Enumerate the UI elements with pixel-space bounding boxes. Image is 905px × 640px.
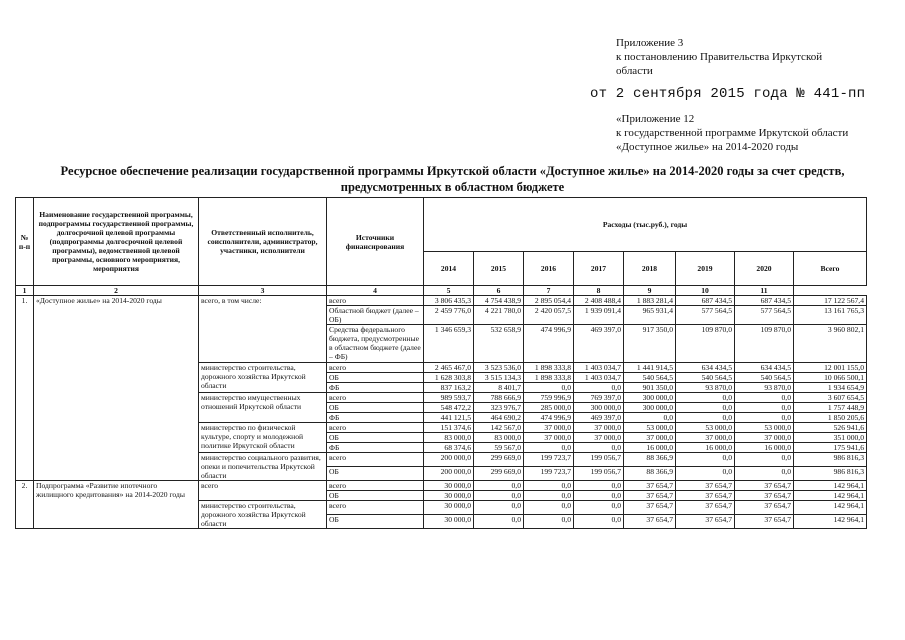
amount-cell: 1 934 654,9 [794,383,867,393]
amount-cell: 548 472,2 [424,403,474,413]
amount-cell: 0,0 [474,491,524,501]
program-name: «Доступное жилье» на 2014-2020 годы [34,296,199,481]
amount-cell: 2 459 776,0 [424,306,474,325]
column-index: 10 [676,286,735,296]
amount-cell: 0,0 [574,491,624,501]
title-line: предусмотренных в областном бюджете [340,180,565,194]
amount-cell: 577 564,5 [676,306,735,325]
amount-cell: 199 723,7 [524,453,574,467]
funding-source: Средства федерального бюджета, предусмотренные в областном бюджете (далее – ФБ) [327,325,424,363]
funding-source: ОБ [327,403,424,413]
header-line: «Доступное жилье» на 2014-2020 годы [616,141,799,153]
amount-cell: 199 056,7 [574,467,624,481]
amount-cell: 37 000,0 [735,433,794,443]
header-line: области [616,65,653,77]
executor: министерство строительства, дорожного хозяйства Иркутской области [199,363,327,393]
amount-cell: 634 434,5 [735,363,794,373]
amount-cell: 53 000,0 [624,423,676,433]
amount-cell: 30 000,0 [424,515,474,529]
amount-cell: 3 960 802,1 [794,325,867,363]
amount-cell: 151 374,6 [424,423,474,433]
amount-cell: 93 870,0 [735,383,794,393]
header-year: 2017 [574,252,624,286]
column-index: 3 [199,286,327,296]
amount-cell: 0,0 [474,501,524,515]
funding-source: ОБ [327,491,424,501]
amount-cell: 285 000,0 [524,403,574,413]
amount-cell: 3 607 654,5 [794,393,867,403]
funding-source: всего [327,481,424,491]
amount-cell: 37 000,0 [624,433,676,443]
program-name: Подпрограмма «Развитие ипотечного жилищного кредитования» на 2014-2020 годы [34,481,199,529]
column-index: 8 [574,286,624,296]
header-approval-block [616,36,822,78]
column-index: 1 [16,286,34,296]
amount-cell: 989 593,7 [424,393,474,403]
amount-cell: 1 850 205,6 [794,413,867,423]
header-line: к государственной программе Иркутской области [616,127,849,139]
funding-source: всего [327,501,424,515]
amount-cell: 17 122 567,4 [794,296,867,306]
amount-cell: 37 654,7 [624,481,676,491]
header-year: 2020 [735,252,794,286]
amount-cell: 2 408 488,4 [574,296,624,306]
amount-cell: 37 654,7 [676,481,735,491]
amount-cell: 464 690,2 [474,413,524,423]
amount-cell: 474 996,9 [524,413,574,423]
amount-cell: 16 000,0 [735,443,794,453]
executor: всего, в том числе: [199,296,327,363]
amount-cell: 0,0 [524,491,574,501]
amount-cell: 2 420 057,5 [524,306,574,325]
funding-source: ФБ [327,443,424,453]
table-row [16,481,867,491]
amount-cell: 37 654,7 [735,515,794,529]
amount-cell: 37 000,0 [574,423,624,433]
table-row [16,296,867,306]
amount-cell: 109 870,0 [735,325,794,363]
amount-cell: 53 000,0 [735,423,794,433]
amount-cell: 986 816,3 [794,467,867,481]
amount-cell: 2 465 467,0 [424,363,474,373]
amount-cell: 30 000,0 [424,481,474,491]
amount-cell: 37 654,7 [676,501,735,515]
funding-source: всего [327,453,424,467]
amount-cell: 37 654,7 [676,491,735,501]
amount-cell: 83 000,0 [474,433,524,443]
executor: министерство имущественных отношений Иркутской области [199,393,327,423]
amount-cell: 351 000,0 [794,433,867,443]
amount-cell: 83 000,0 [424,433,474,443]
amount-cell: 37 654,7 [624,501,676,515]
amount-cell: 1 628 303,8 [424,373,474,383]
header-name: Наименование государственной программы, подпрограммы государственной программы, долгосрочной целевой программы (подпрограммы долгосрочной целевой программы), ведомственной целевой программы, основного мероприятия, мероприятия [34,198,199,286]
amount-cell: 0,0 [676,453,735,467]
amount-cell: 30 000,0 [424,501,474,515]
section-number: 2. [16,481,34,529]
amount-cell: 441 121,5 [424,413,474,423]
funding-source: ОБ [327,515,424,529]
header-source: Источники финансирования [327,198,424,286]
amount-cell: 687 434,5 [735,296,794,306]
amount-cell: 1 403 034,7 [574,373,624,383]
amount-cell: 2 895 054,4 [524,296,574,306]
header-year: Всего [794,252,867,286]
amount-cell: 0,0 [524,481,574,491]
title-line: Ресурсное обеспечение реализации государственной программы Иркутской области «Доступное жилье» на 2014-2020 годы за счет средств, [60,164,845,178]
amount-cell: 199 723,7 [524,467,574,481]
amount-cell: 837 163,2 [424,383,474,393]
header-appendix-block [616,112,848,154]
amount-cell: 200 000,0 [424,453,474,467]
amount-cell: 540 564,5 [676,373,735,383]
amount-cell: 4 221 780,0 [474,306,524,325]
amount-cell: 474 996,9 [524,325,574,363]
amount-cell: 0,0 [735,453,794,467]
column-index: 11 [735,286,794,296]
amount-cell: 0,0 [574,481,624,491]
amount-cell: 59 567,0 [474,443,524,453]
header-year: 2018 [624,252,676,286]
header-line: Приложение 3 [616,37,684,49]
amount-cell: 37 654,7 [676,515,735,529]
header-line: к постановлению Правительства Иркутской [616,51,823,63]
section-number: 1. [16,296,34,481]
amount-cell: 1 939 091,4 [574,306,624,325]
column-index: 7 [524,286,574,296]
amount-cell: 4 754 438,9 [474,296,524,306]
amount-cell: 0,0 [474,481,524,491]
amount-cell: 0,0 [524,515,574,529]
funding-source: ОБ [327,467,424,481]
amount-cell: 0,0 [676,467,735,481]
amount-cell: 1 346 659,3 [424,325,474,363]
column-index: 5 [424,286,474,296]
amount-cell: 142 964,1 [794,481,867,491]
amount-cell: 300 000,0 [624,403,676,413]
executor: министерство по физической культуре, спорту и молодежной политике Иркутской области [199,423,327,453]
amount-cell: 3 515 134,3 [474,373,524,383]
amount-cell: 469 397,0 [574,325,624,363]
amount-cell: 687 434,5 [676,296,735,306]
amount-cell: 0,0 [676,393,735,403]
amount-cell: 901 350,0 [624,383,676,393]
funding-source: ОБ [327,433,424,443]
amount-cell: 16 000,0 [624,443,676,453]
amount-cell: 0,0 [474,515,524,529]
amount-cell: 917 350,0 [624,325,676,363]
header-line: «Приложение 12 [616,113,695,125]
amount-cell: 0,0 [676,403,735,413]
funding-source: всего [327,296,424,306]
amount-cell: 0,0 [524,501,574,515]
funding-source: всего [327,363,424,373]
amount-cell: 0,0 [735,393,794,403]
amount-cell: 37 654,7 [735,501,794,515]
amount-cell: 142 567,0 [474,423,524,433]
funding-source: ФБ [327,383,424,393]
funding-source: всего [327,393,424,403]
amount-cell: 0,0 [524,383,574,393]
amount-cell: 142 964,1 [794,515,867,529]
amount-cell: 1 898 333,8 [524,363,574,373]
amount-cell: 0,0 [524,443,574,453]
amount-cell: 0,0 [574,515,624,529]
amount-cell: 299 669,0 [474,467,524,481]
column-index: 4 [327,286,424,296]
amount-cell: 0,0 [735,403,794,413]
executor: министерство строительства, дорожного хозяйства Иркутской области [199,501,327,529]
column-index: 9 [624,286,676,296]
amount-cell: 30 000,0 [424,491,474,501]
amount-cell: 1 441 914,5 [624,363,676,373]
amount-cell: 13 161 765,3 [794,306,867,325]
amount-cell: 175 941,6 [794,443,867,453]
amount-cell: 37 000,0 [676,433,735,443]
amount-cell: 12 001 155,0 [794,363,867,373]
amount-cell: 37 654,7 [735,491,794,501]
document-title [0,163,905,195]
amount-cell: 142 964,1 [794,501,867,515]
amount-cell: 37 654,7 [624,491,676,501]
amount-cell: 540 564,5 [735,373,794,383]
amount-cell: 769 397,0 [574,393,624,403]
amount-cell: 965 931,4 [624,306,676,325]
header-expenses: Расходы (тыс.руб.), годы [424,198,867,252]
column-index: 2 [34,286,199,296]
amount-cell: 37 654,7 [735,481,794,491]
header-num: № п-п [16,198,34,286]
amount-cell: 300 000,0 [624,393,676,403]
amount-cell: 1 403 034,7 [574,363,624,373]
amount-cell: 3 806 435,3 [424,296,474,306]
column-index: 6 [474,286,524,296]
funding-source: ФБ [327,413,424,423]
amount-cell: 142 964,1 [794,491,867,501]
amount-cell: 759 996,9 [524,393,574,403]
amount-cell: 37 000,0 [574,433,624,443]
funding-source: ОБ [327,373,424,383]
header-executor: Ответственный исполнитель, соисполнители, администратор, участники, исполнители [199,198,327,286]
amount-cell: 469 397,0 [574,413,624,423]
amount-cell: 526 941,6 [794,423,867,433]
amount-cell: 68 374,6 [424,443,474,453]
amount-cell: 532 658,9 [474,325,524,363]
budget-table [15,197,867,529]
amount-cell: 37 000,0 [524,433,574,443]
decree-stamp: от 2 сентября 2015 года № 441-пп [590,86,866,102]
amount-cell: 8 401,7 [474,383,524,393]
amount-cell: 200 000,0 [424,467,474,481]
amount-cell: 0,0 [676,413,735,423]
amount-cell: 300 000,0 [574,403,624,413]
funding-source: всего [327,423,424,433]
amount-cell: 0,0 [574,501,624,515]
amount-cell: 3 523 536,0 [474,363,524,373]
amount-cell: 0,0 [574,443,624,453]
amount-cell: 577 564,5 [735,306,794,325]
amount-cell: 0,0 [735,413,794,423]
header-year: 2019 [676,252,735,286]
amount-cell: 323 976,7 [474,403,524,413]
amount-cell: 1 898 333,8 [524,373,574,383]
amount-cell: 1 883 281,4 [624,296,676,306]
amount-cell: 37 000,0 [524,423,574,433]
amount-cell: 109 870,0 [676,325,735,363]
amount-cell: 10 066 500,1 [794,373,867,383]
amount-cell: 0,0 [574,383,624,393]
executor: министерство социального развития, опеки и попечительства Иркутской области [199,453,327,481]
amount-cell: 986 816,3 [794,453,867,467]
amount-cell: 634 434,5 [676,363,735,373]
amount-cell: 0,0 [624,413,676,423]
amount-cell: 88 366,9 [624,467,676,481]
header-year: 2014 [424,252,474,286]
amount-cell: 199 056,7 [574,453,624,467]
amount-cell: 1 757 448,9 [794,403,867,413]
executor: всего [199,481,327,501]
amount-cell: 53 000,0 [676,423,735,433]
amount-cell: 0,0 [735,467,794,481]
header-year: 2015 [474,252,524,286]
amount-cell: 788 666,9 [474,393,524,403]
header-year: 2016 [524,252,574,286]
amount-cell: 88 366,9 [624,453,676,467]
funding-source: Областной бюджет (далее – ОБ) [327,306,424,325]
amount-cell: 540 564,5 [624,373,676,383]
amount-cell: 93 870,0 [676,383,735,393]
amount-cell: 37 654,7 [624,515,676,529]
amount-cell: 16 000,0 [676,443,735,453]
amount-cell: 299 669,0 [474,453,524,467]
